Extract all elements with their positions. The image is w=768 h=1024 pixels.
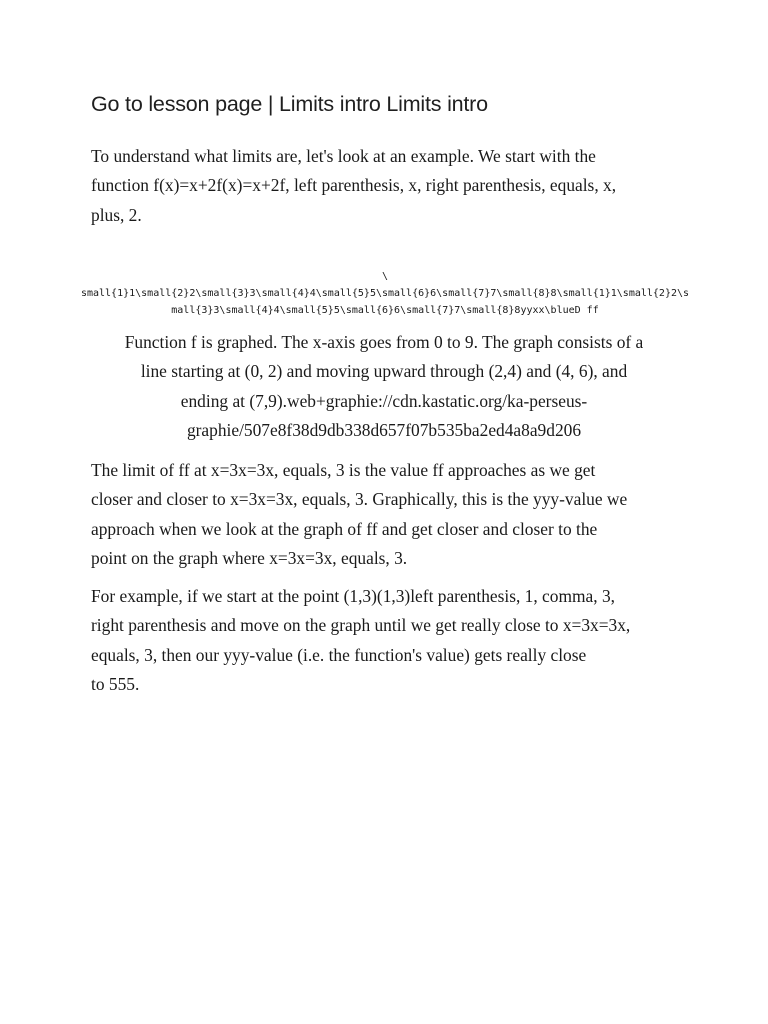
text-line: mall{3}3\small{4}4\small{5}5\small{6}6\small{7}7\small{8}8yyxx\blueD ff [171, 305, 599, 316]
text-line: ending at (7,9).web+graphie://cdn.kastatic.org/ka-perseus- [180, 390, 588, 411]
graph-caption [86, 328, 682, 445]
text-line: point on the graph where x=3x=3x, equals, 3. [91, 547, 408, 568]
text-line: approach when we look at the graph of ff and get closer and closer to the [91, 518, 598, 539]
text-line: right parenthesis and move on the graph until we get really close to x=3x=3x, [91, 615, 631, 636]
text-line: To understand what limits are, let's look at an example. We start with the [91, 146, 596, 166]
graph-source-text [80, 268, 690, 319]
text-line: Function f is graphed. The x-axis goes from 0 to 9. The graph consists of a [124, 332, 644, 352]
text-line: function f(x)=x+2f(x)=x+2f, left parenthesis, x, right parenthesis, equals, x, [91, 175, 617, 196]
example-paragraph [91, 582, 691, 699]
text-line: graphie/507e8f38d9db338d657f07b535ba2ed4a8a9d206 [186, 419, 582, 440]
intro-paragraph [91, 142, 691, 230]
page-title: Go to lesson page | Limits intro Limits intro [91, 92, 488, 116]
text-line: equals, 3, then our yyy-value (i.e. the function's value) gets really close [91, 644, 587, 665]
text-line: to 555. [91, 673, 140, 694]
text-line: small{1}1\small{2}2\small{3}3\small{4}4\small{5}5\small{6}6\small{7}7\small{8}8\small{1}1\small{2}2\s [80, 288, 690, 299]
text-line: closer and closer to x=3x=3x, equals, 3. Graphically, this is the yyy-value we [91, 489, 628, 510]
text-line: line starting at (0, 2) and moving upward through (2,4) and (4, 6), and [140, 361, 628, 382]
text-line: \ [381, 271, 389, 282]
text-line: For example, if we start at the point (1,3)(1,3)left parenthesis, 1, comma, 3, [91, 586, 615, 606]
text-line: The limit of ff at x=3x=3x, equals, 3 is the value ff approaches as we get [91, 460, 596, 480]
limit-definition-paragraph [91, 456, 691, 573]
text-line: plus, 2. [91, 204, 142, 225]
